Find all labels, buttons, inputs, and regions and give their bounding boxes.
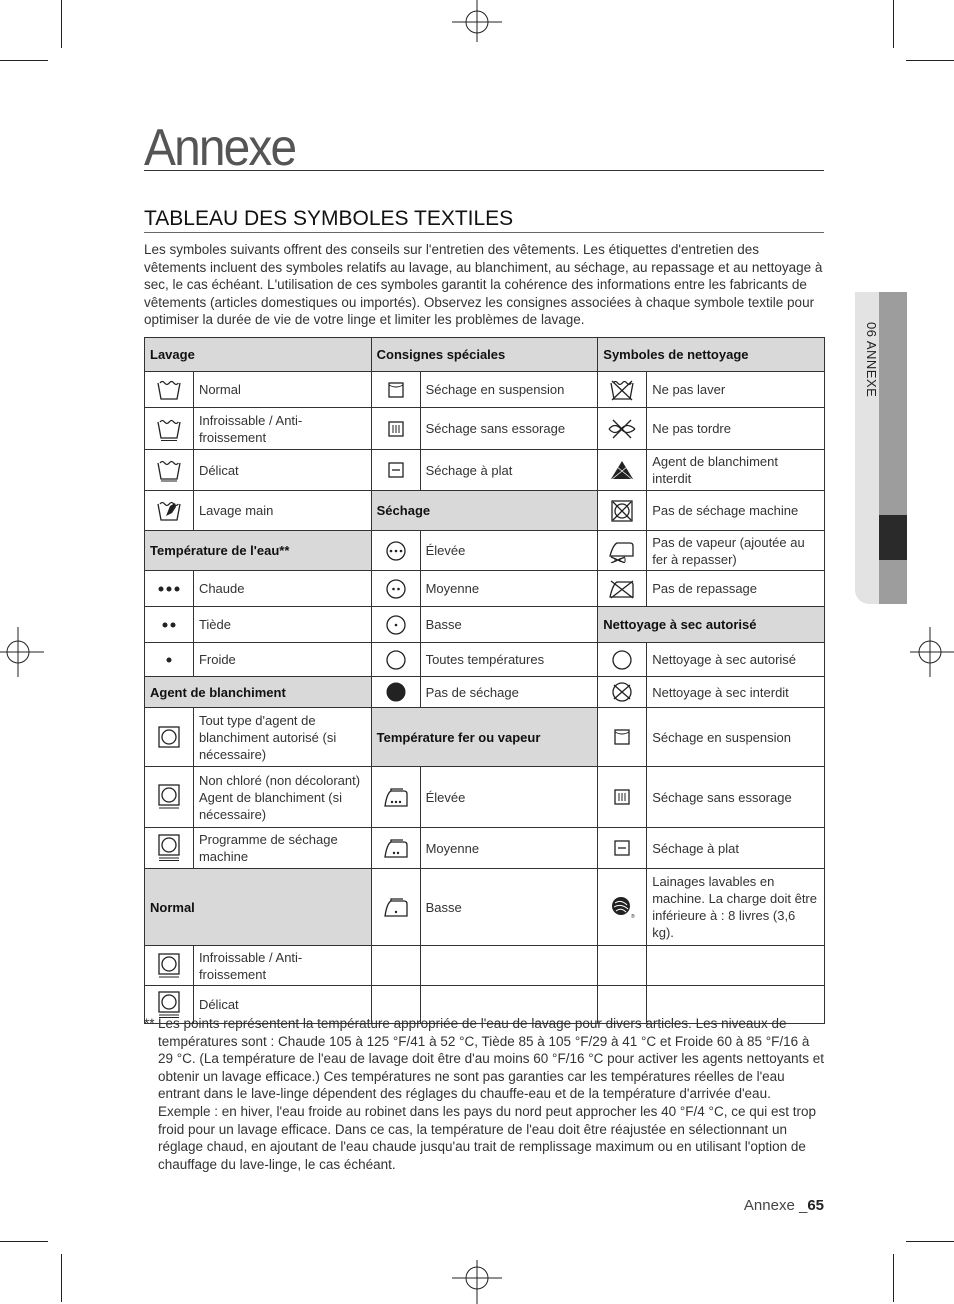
symbol-cell [371, 767, 420, 828]
table-subheader: Agent de blanchiment [145, 677, 372, 708]
symbol-label: Infroissable / Anti-froissement [193, 408, 371, 450]
drip-dry-icon [372, 420, 420, 438]
registration-mark-icon [452, 0, 502, 50]
symbol-cell [145, 408, 194, 450]
symbol-label: Séchage en suspension [420, 372, 598, 408]
three-dots-icon [145, 584, 193, 594]
symbol-label: Normal [193, 372, 371, 408]
do-not-wring-icon [598, 418, 646, 440]
table-row [145, 571, 825, 607]
symbol-label: Séchage à plat [420, 450, 598, 491]
tumble-dry-normal-icon [145, 724, 193, 750]
symbol-cell [145, 643, 194, 677]
symbol-label: Élevée [420, 531, 598, 571]
symbol-cell [145, 708, 194, 767]
drip-dry-icon [598, 788, 646, 806]
table-subheader: Température fer ou vapeur [371, 708, 598, 767]
symbol-label: Nettoyage à sec autorisé [647, 643, 825, 677]
symbol-cell [145, 571, 194, 607]
symbol-label: Séchage sans essorage [647, 767, 825, 828]
symbol-label: Nettoyage à sec interdit [647, 677, 825, 708]
symbol-cell [371, 677, 420, 708]
table-row [145, 946, 825, 986]
symbol-cell [371, 643, 420, 677]
do-not-iron-icon [598, 578, 646, 600]
table-row [145, 372, 825, 408]
no-steam-icon [598, 539, 646, 563]
symbol-cell [598, 643, 647, 677]
do-not-dry-clean-icon [598, 680, 646, 704]
symbol-cell [598, 571, 647, 607]
symbol-cell [598, 869, 647, 946]
two-dots-icon [145, 620, 193, 630]
crop-mark [906, 60, 954, 61]
symbol-cell [371, 828, 420, 869]
table-header-row [145, 338, 825, 372]
registration-mark-icon [904, 627, 954, 677]
symbol-label: Ne pas laver [647, 372, 825, 408]
tumble-dry-permanent-press-icon [145, 952, 193, 980]
empty-cell [420, 946, 598, 986]
table-row [145, 869, 825, 946]
iron-high-icon [372, 786, 420, 808]
symbol-label: Élevée [420, 767, 598, 828]
footnote-mark: ** [144, 1016, 155, 1031]
symbol-label: Moyenne [420, 571, 598, 607]
symbol-cell [371, 531, 420, 571]
empty-cell [647, 946, 825, 986]
one-dot-icon [145, 655, 193, 665]
wool-icon [598, 893, 646, 921]
hand-wash-icon [145, 499, 193, 523]
symbol-label: Basse [420, 869, 598, 946]
line-dry-icon [598, 728, 646, 746]
symbol-label: Pas de séchage [420, 677, 598, 708]
table-row [145, 828, 825, 869]
line-dry-icon [372, 381, 420, 399]
wash-permanent-press-icon [145, 417, 193, 441]
table-row [145, 491, 825, 531]
dry-low-heat-icon [372, 613, 420, 637]
table-subheader: Température de l'eau** [145, 531, 372, 571]
symbol-label: Non chloré (non décolorant) Agent de blanchiment (si nécessaire) [193, 767, 371, 828]
do-not-tumble-dry-icon [598, 498, 646, 524]
symbol-label: Délicat [193, 450, 371, 491]
table-subheader: Consignes spéciales [371, 338, 598, 372]
symbol-label: Tout type d'agent de blanchiment autorisé (si nécessaire) [193, 708, 371, 767]
symbol-cell [598, 767, 647, 828]
symbol-label: Programme de séchage machine [193, 828, 371, 869]
page-number: 65 [807, 1197, 824, 1214]
symbol-label: Ne pas tordre [647, 408, 825, 450]
tumble-dry-delicate-icon [145, 833, 193, 863]
chapter-side-tab-label: 06 ANNEXE [864, 322, 879, 398]
dry-any-heat-icon [372, 648, 420, 672]
symbol-cell [371, 372, 420, 408]
crop-mark [906, 1241, 954, 1242]
wash-tub-icon [145, 378, 193, 402]
symbol-label: Séchage sans essorage [420, 408, 598, 450]
registration-mark-icon [452, 1254, 502, 1304]
symbol-cell [598, 946, 647, 986]
footer-label: Annexe _ [743, 1197, 808, 1214]
table-row [145, 408, 825, 450]
symbol-cell [598, 677, 647, 708]
symbol-label: Tiède [193, 607, 371, 643]
page-footer [700, 1197, 824, 1214]
symbol-cell [145, 450, 194, 491]
table-row [145, 677, 825, 708]
iron-medium-icon [372, 837, 420, 859]
symbol-cell [371, 571, 420, 607]
crop-mark [61, 0, 62, 48]
symbol-cell [598, 531, 647, 571]
symbol-cell [145, 491, 194, 531]
table-subheader: Séchage [371, 491, 598, 531]
symbol-cell [145, 946, 194, 986]
dry-clean-icon [598, 648, 646, 672]
dry-high-heat-icon [372, 539, 420, 563]
table-row [145, 531, 825, 571]
section-title: TABLEAU DES SYMBOLES TEXTILES [144, 206, 824, 233]
table-subheader: Lavage [145, 338, 372, 372]
do-not-bleach-icon [598, 458, 646, 482]
symbol-cell [371, 450, 420, 491]
table-row [145, 643, 825, 677]
intro-paragraph: Les symboles suivants offrent des conseils sur l'entretien des vêtements. Les étiquettes d'entretien des vêtements incluent des symboles relatifs au lavage, au blanchiment, au séchage, au repassage et au nettoyage à sec, le cas échéant. L'utilisation de ces symboles garantit la cohérence des informations entre les fabricants de vêtements (articles domestiques ou importés). Observez les consignes associées à chaque symbole textile pour optimiser la durée de vie de votre linge et limiter les problèmes de lavage. [144, 242, 823, 328]
symbol-label: Pas de séchage machine [647, 491, 825, 531]
chapter-side-tab-marker [879, 515, 907, 560]
symbol-label: Pas de repassage [647, 571, 825, 607]
svg-text:®: ® [631, 914, 635, 920]
symbol-cell [598, 828, 647, 869]
chapter-title: Annexe [144, 118, 824, 171]
table-row [145, 607, 825, 643]
table-subheader: Normal [145, 869, 372, 946]
symbol-label: Toutes températures [420, 643, 598, 677]
table-row [145, 708, 825, 767]
symbol-cell [145, 372, 194, 408]
footnote [144, 1015, 824, 1173]
iron-low-icon [372, 896, 420, 918]
symbol-label: Basse [420, 607, 598, 643]
symbol-cell [371, 869, 420, 946]
symbol-cell [371, 408, 420, 450]
symbol-cell [371, 607, 420, 643]
crop-mark [893, 1254, 894, 1302]
dry-flat-icon [372, 461, 420, 479]
table-subheader: Nettoyage à sec autorisé [598, 607, 825, 643]
symbol-cell [598, 450, 647, 491]
footnote-text: Les points représentent la température appropriée de l'eau de lavage pour divers articles. Les niveaux de températures sont : Chaude 105 à 125 °F/41 à 52 °C, Tiède 85 à 105 °F/29 à 41 °C et Froide 60 à 85 °F/16 à 29 °C. (La température de l'eau de lavage doit être d'au moins 60 °F/16 °C pour activer les agents nettoyants et obtenir un lavage efficace.) Ces températures ne sont pas garanties car les températures réelles de l'eau entrant dans le lave-linge dépendent des réglages du chauffe-eau et de la température d'arrivée d'eau. Exemple : en hiver, l'eau froide au robinet dans les pays du nord peut approcher les 40 °F/4 °C, ce qui est trop froid pour un lavage efficace. Dans ce cas, la température de l'eau doit être réajustée en sélectionnant un réglage chaud, en ajoutant de l'eau chaude jusqu'au trait de remplissage maximum ou en utilisant l'option de chauffage du lave-linge, le cas échéant. [158, 1016, 824, 1172]
symbol-cell [145, 607, 194, 643]
symbol-label: Agent de blanchiment interdit [647, 450, 825, 491]
crop-mark [61, 1254, 62, 1302]
symbol-label: Délicat [193, 986, 371, 1024]
symbol-label: Moyenne [420, 828, 598, 869]
tumble-dry-permanent-press-icon [145, 783, 193, 811]
table-row [145, 767, 825, 828]
symbol-label: Chaude [193, 571, 371, 607]
crop-mark [893, 0, 894, 48]
dry-flat-icon [598, 839, 646, 857]
table-row [145, 450, 825, 491]
registration-mark-icon [0, 627, 50, 677]
symbol-label: Lavage main [193, 491, 371, 531]
symbol-label: Lainages lavables en machine. La charge doit être inférieure à : 8 livres (3,6 kg). [647, 869, 825, 946]
no-heat-icon [372, 680, 420, 704]
textile-symbols-table [144, 337, 825, 1024]
symbol-label: Séchage à plat [647, 828, 825, 869]
table-subheader: Symboles de nettoyage [598, 338, 825, 372]
symbol-cell [371, 946, 420, 986]
crop-mark [0, 60, 48, 61]
symbol-cell [598, 372, 647, 408]
dry-medium-heat-icon [372, 577, 420, 601]
symbol-label: Pas de vapeur (ajoutée au fer à repasser) [647, 531, 825, 571]
do-not-wash-icon [598, 378, 646, 402]
symbol-label: Froide [193, 643, 371, 677]
symbol-cell [598, 708, 647, 767]
crop-mark [0, 1241, 48, 1242]
symbol-cell [145, 828, 194, 869]
symbol-cell [598, 491, 647, 531]
symbol-label: Séchage en suspension [647, 708, 825, 767]
symbol-cell [145, 767, 194, 828]
symbol-cell [598, 408, 647, 450]
symbol-label: Infroissable / Anti-froissement [193, 946, 371, 986]
wash-delicate-icon [145, 458, 193, 482]
